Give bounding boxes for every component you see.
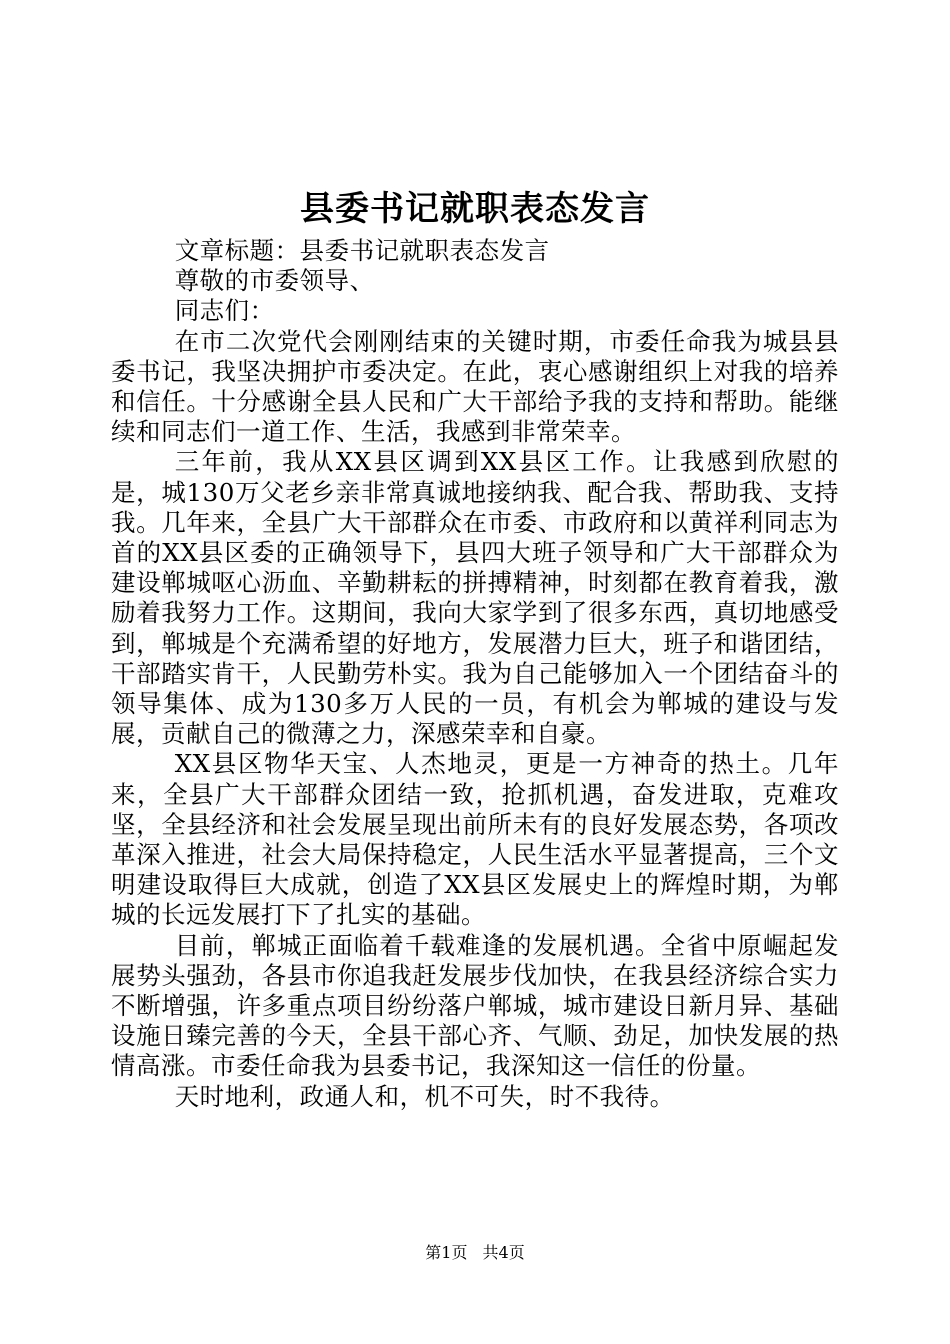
paragraph: 三年前，我从XX县区调到XX县区工作。让我感到欣慰的是，城130万父老乡亲非常真诚地接纳我、配合我、帮助我、支持我。几年来，全县广大干部群众在市委、市政府和以黄祥利同志为首的XX县区委的正确领导下，县四大班子领导和广大干部群众为建设郸城呕心沥血、辛勤耕耘的拼搏精神，时刻都在教育着我，激励着我努力工作。这期间，我向大家学到了很多东西，真切地感受到，郸城是个充满希望的好地方，发展潜力巨大，班子和谐团结，干部踏实肯干，人民勤劳朴实。我为自己能够加入一个团结奋斗的领导集体、成为130多万人民的一员，有机会为郸城的建设与发展，贡献自己的微薄之力，深感荣幸和自豪。 <box>111 447 839 749</box>
salutation-line-1: 尊敬的市委领导、 <box>174 266 375 296</box>
page-number: 第1页 <box>425 1243 468 1262</box>
document-title: 县委书记就职表态发言 <box>300 189 650 229</box>
paragraph: 目前，郸城正面临着千载难逢的发展机遇。全省中原崛起发展势头强劲，各县市你追我赶发展步伐加快，在我县经济综合实力不断增强，许多重点项目纷纷落户郸城，城市建设日新月异、基础设施日臻完善的今天，全县干部心齐、气顺、劲足，加快发展的热情高涨。市委任命我为县委书记，我深知这一信任的份量。 <box>111 930 839 1081</box>
paragraph: 天时地利，政通人和，机不可失，时不我待。 <box>174 1081 675 1111</box>
salutation-line-2: 同志们： <box>174 296 275 326</box>
article-title-line: 文章标题：县委书记就职表态发言 <box>174 236 550 265</box>
page-footer <box>0 1243 950 1263</box>
page-total: 共4页 <box>482 1243 525 1262</box>
paragraph: XX县区物华天宝、人杰地灵，更是一方神奇的热土。几年来，全县广大干部群众团结一致，抢抓机遇，奋发进取，克难攻坚，全县经济和社会发展呈现出前所未有的良好发展态势，各项改革深入推进，社会大局保持稳定，人民生活水平显著提高，三个文明建设取得巨大成就，创造了XX县区发展史上的辉煌时期，为郸城的长远发展打下了扎实的基础。 <box>111 749 839 930</box>
document-body <box>111 236 839 1112</box>
paragraph: 在市二次党代会刚刚结束的关键时期，市委任命我为城县县委书记，我坚决拥护市委决定。在此，衷心感谢组织上对我的培养和信任。十分感谢全县人民和广大干部给予我的支持和帮助。能继续和同志们一道工作、生活，我感到非常荣幸。 <box>111 326 839 447</box>
